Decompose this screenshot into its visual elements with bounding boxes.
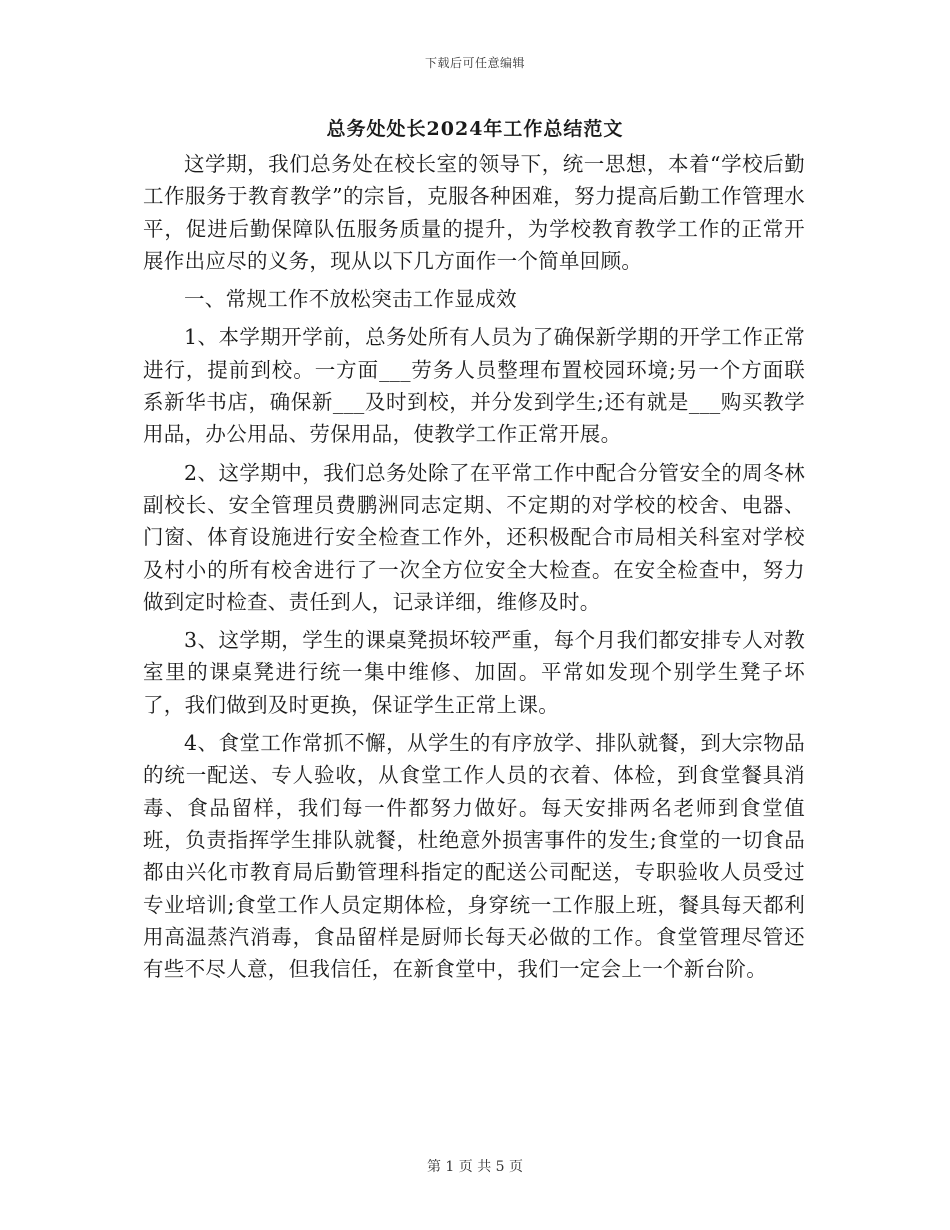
paragraph-item-3: 3、这学期，学生的课桌凳损坏较严重，每个月我们都安排专人对教室里的课桌凳进行统一集中维修、加固。平常如发现个别学生凳子坏了，我们做到及时更换，保证学生正常上课。: [143, 628, 805, 717]
document-body: [143, 148, 805, 991]
page-header-note: 下载后可任意编辑: [424, 56, 525, 70]
paragraph-item-2: 2、这学期中，我们总务处除了在平常工作中配合分管安全的周冬林副校长、安全管理员费鹏洲同志定期、不定期的对学校的校舍、电器、门窗、体育设施进行安全检查工作外，还积极配合市局相关科室对学校及村小的所有校舍进行了一次全方位安全大检查。在安全检查中，努力做到定时检查、责任到人，记录详细，维修及时。: [143, 460, 805, 614]
document-title: 总务处处长2024年工作总结范文: [326, 118, 624, 140]
paragraph-item-1: 1、本学期开学前，总务处所有人员为了确保新学期的开学工作正常进行，提前到校。一方面___劳务人员整理布置校园环境;另一个方面联系新华书店，确保新___及时到校，并分发到学生;还有就是___购买教学用品，办公用品、劳保用品，使教学工作正常开展。: [143, 325, 805, 447]
paragraph-intro: 这学期，我们总务处在校长室的领导下，统一思想，本着“学校后勤工作服务于教育教学”的宗旨，克服各种困难，努力提高后勤工作管理水平，促进后勤保障队伍服务质量的提升，为学校教育教学工作的正常开展作出应尽的义务，现从以下几方面作一个简单回顾。: [143, 152, 805, 273]
section-heading: 一、常规工作不放松突击工作显成效: [184, 287, 517, 312]
page-number: 第 1 页 共 5 页: [426, 1159, 524, 1175]
paragraph-item-4: 4、食堂工作常抓不懈，从学生的有序放学、排队就餐，到大宗物品的统一配送、专人验收，从食堂工作人员的衣着、体检，到食堂餐具消毒、食品留样，我们每一件都努力做好。每天安排两名老师到食堂值班，负责指挥学生排队就餐，杜绝意外损害事件的发生;食堂的一切食品都由兴化市教育局后勤管理科指定的配送公司配送，专职验收人员受过专业培训;食堂工作人员定期体检，身穿统一工作服上班，餐具每天都利用高温蒸汽消毒，食品留样是厨师长每天必做的工作。食堂管理尽管还有些不尽人意，但我信任，在新食堂中，我们一定会上一个新台阶。: [143, 731, 805, 982]
